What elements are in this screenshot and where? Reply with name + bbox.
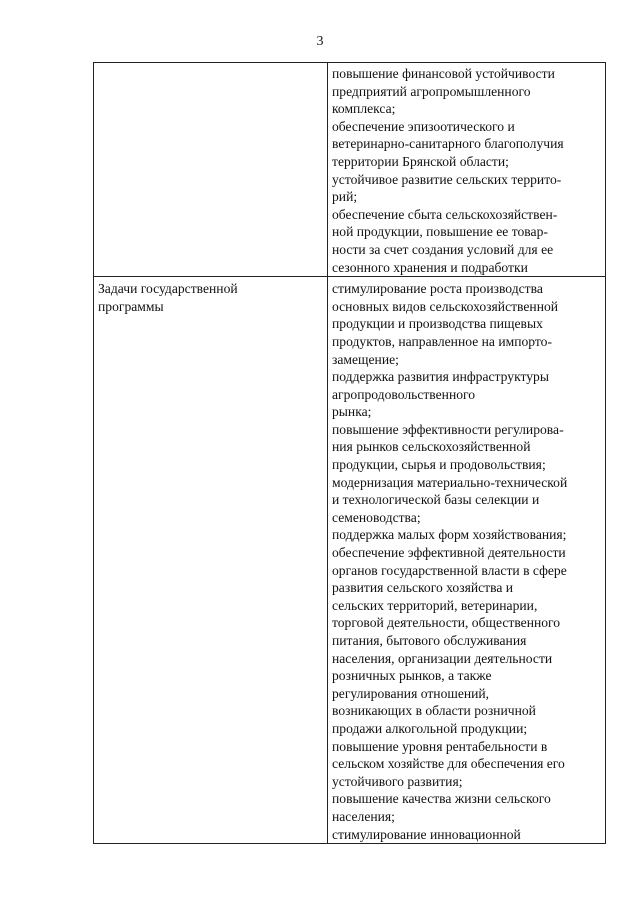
- content-line: агропродовольственного: [332, 386, 476, 402]
- content-line: ния рынков сельскохозяйственной: [332, 439, 531, 455]
- row-label-line: программы: [98, 298, 164, 314]
- content-line: органов государственной власти в сфере: [332, 562, 567, 578]
- table-row: [94, 63, 606, 277]
- content-line: питания, бытового обслуживания: [332, 633, 527, 648]
- content-line: и технологической базы селекции и: [332, 492, 540, 508]
- content-line: регулирования отношений,: [332, 685, 490, 701]
- content-line: ветеринарно-санитарного благополучия: [332, 136, 564, 152]
- row-label-line: Задачи государственной: [98, 281, 238, 297]
- content-line: сельском хозяйстве для обеспечения его: [332, 756, 565, 772]
- content-line: повышение финансовой устойчивости: [332, 66, 555, 81]
- content-line: повышение эффективности регулирова-: [332, 421, 564, 437]
- content-line: населения, организации деятельности: [332, 650, 553, 666]
- content-line: стимулирование инновационной: [332, 826, 521, 842]
- content-line: обеспечение эффективной деятельности: [332, 545, 566, 561]
- content-line: ной продукции, повышение ее товар-: [332, 224, 548, 240]
- content-line: обеспечение эпизоотического и: [332, 118, 515, 134]
- content-line: устойчивого развития;: [332, 773, 463, 789]
- content-line: повышение уровня рентабельности в: [332, 738, 548, 754]
- content-line: повышение качества жизни сельского: [332, 791, 551, 807]
- content-line: территории Брянской области;: [332, 153, 509, 169]
- content-line: поддержка малых форм хозяйствования;: [332, 527, 567, 543]
- row-content-cell: [328, 277, 606, 844]
- content-line: рий;: [332, 189, 358, 205]
- content-line: модернизация материально-технической: [332, 474, 568, 490]
- content-line: обеспечение сбыта сельскохозяйствен-: [332, 206, 558, 222]
- row-label-cell: [94, 277, 328, 844]
- content-line: сельских территорий, ветеринарии,: [332, 597, 538, 613]
- content-line: торговой деятельности, общественного: [332, 615, 561, 631]
- content-line: основных видов сельскохозяйственной: [332, 298, 559, 314]
- content-line: ности за счет создания условий для ее: [332, 241, 554, 257]
- content-line: продажи алкогольной продукции;: [332, 720, 528, 736]
- content-line: предприятий агропромышленного: [332, 83, 531, 99]
- content-line: населения;: [332, 808, 395, 824]
- content-line: сезонного хранения и подработки: [332, 259, 528, 275]
- row-label-cell: [94, 63, 328, 277]
- content-line: поддержка развития инфраструктуры: [332, 369, 549, 385]
- content-line: стимулирование роста производства: [332, 281, 543, 297]
- content-line: замещение;: [332, 351, 399, 367]
- content-line: комплекса;: [332, 101, 396, 117]
- content-line: возникающих в области розничной: [332, 703, 536, 719]
- content-line: продукции и производства пищевых: [332, 316, 543, 332]
- page-number: 3: [316, 34, 324, 49]
- program-table: [93, 62, 606, 844]
- content-line: продуктов, направленное на импорто-: [332, 333, 552, 349]
- table-row: [94, 277, 606, 844]
- content-line: развития сельского хозяйства и: [332, 580, 514, 596]
- content-line: устойчивое развитие сельских террито-: [332, 171, 562, 187]
- content-line: семеноводства;: [332, 509, 421, 525]
- content-line: продукции, сырья и продовольствия;: [332, 457, 546, 473]
- content-line: розничных рынков, а также: [332, 668, 492, 684]
- row-content-cell: [328, 63, 606, 277]
- content-line: рынка;: [332, 404, 372, 420]
